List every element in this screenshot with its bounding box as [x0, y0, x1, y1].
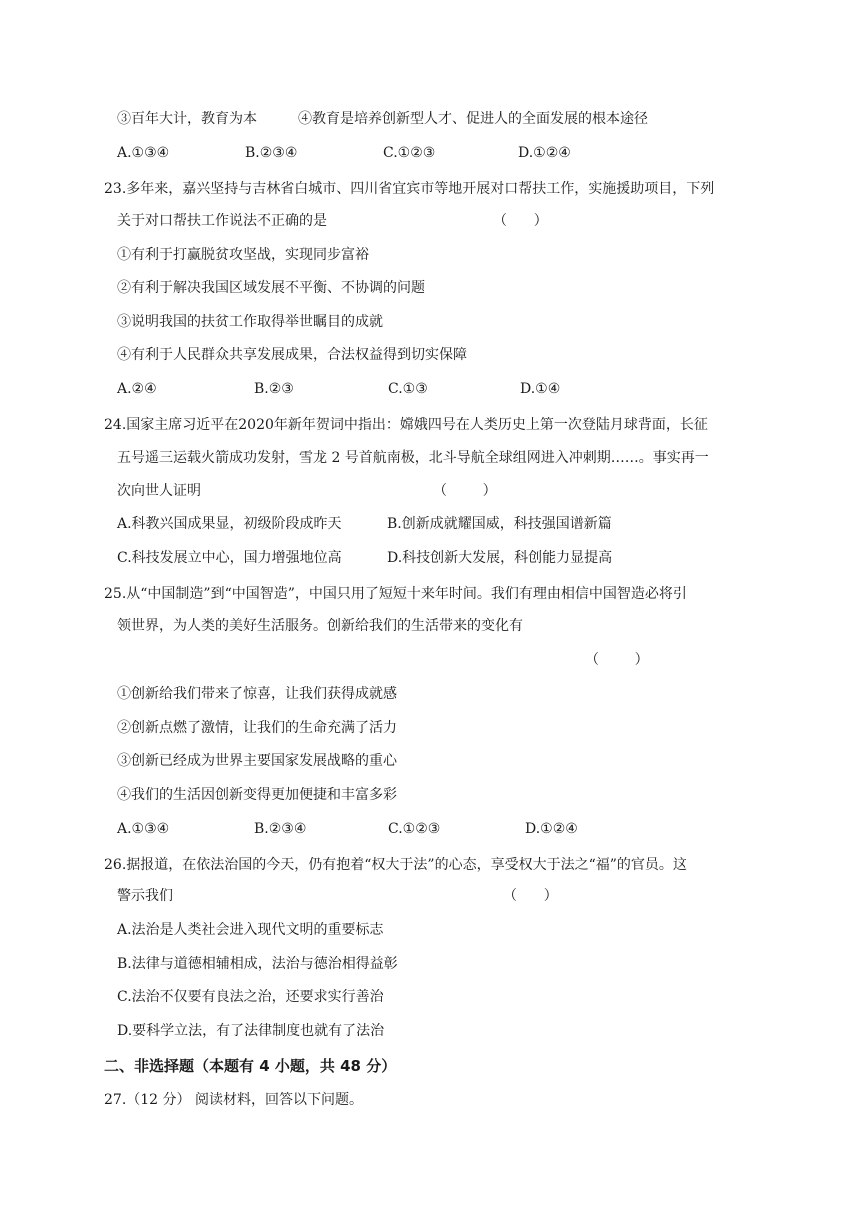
q25-answer-blank: （ ） — [585, 652, 649, 668]
q23-stem-line-2: 关于对口帮扶工作说法不正确的是 — [117, 213, 327, 229]
q23-option-b: B.②③ — [254, 381, 294, 397]
q26-option-d: D.要科学立法，有了法律制度也就有了法治 — [117, 1023, 385, 1039]
q23-option-d: D.①④ — [520, 381, 561, 397]
q22-item-4: ④教育是培养创新型人才、促进人的全面发展的根本途径 — [298, 111, 648, 127]
q24-option-c: C.科技发展立中心，国力增强地位高 — [117, 550, 342, 566]
q25-option-c: C.①②③ — [388, 821, 441, 837]
section-heading: 二、非选择题（本题有 4 小题，共 48 分） — [104, 1057, 397, 1075]
q26-answer-blank: （ ） — [503, 888, 558, 904]
q24-option-d: D.科技创新大发展，科创能力显提高 — [387, 550, 613, 566]
q25-option-d: D.①②④ — [525, 821, 578, 837]
q25-stem-line-1: 25.从“中国制造”到“中国智造”，中国只用了短短十来年时间。我们有理由相信中国智造必将引 — [104, 586, 687, 602]
q22-option-c: C.①②③ — [383, 145, 436, 161]
q24-option-a: A.科教兴国成果显，初级阶段成昨天 — [117, 516, 342, 532]
q23-item-1: ①有利于打赢脱贫攻坚战，实现同步富裕 — [117, 247, 369, 263]
q26-stem-line-1: 26.据报道，在依法治国的今天，仍有抱着“权大于法”的心态，享受权大于法之“福”的官员。这 — [104, 857, 687, 873]
q23-option-c: C.①③ — [388, 381, 428, 397]
q24-stem-line-2: 五号遥三运载火箭成功发射，雪龙 2 号首航南极，北斗导航全球组网进入冲刺期……。事实再一 — [117, 450, 709, 466]
q25-item-2: ②创新点燃了激情，让我们的生命充满了活力 — [117, 720, 397, 736]
q23-answer-blank: （ ） — [493, 213, 548, 229]
q25-item-3: ③创新已经成为世界主要国家发展战略的重心 — [117, 753, 397, 769]
q25-option-b: B.②③④ — [254, 821, 307, 837]
q27-stem-line-1: 27.（12 分） 阅读材料，回答以下问题。 — [104, 1092, 363, 1108]
q24-option-b: B.创新成就耀国威，科技强国谱新篇 — [387, 516, 612, 532]
q22-option-d: D.①②④ — [518, 145, 571, 161]
q25-item-4: ④我们的生活因创新变得更加便捷和丰富多彩 — [117, 787, 397, 803]
q24-answer-blank: （ ） — [433, 483, 497, 499]
q23-item-2: ②有利于解决我国区域发展不平衡、不协调的问题 — [117, 280, 425, 296]
q25-stem-line-2: 领世界，为人类的美好生活服务。创新给我们的生活带来的变化有 — [117, 618, 523, 634]
q23-stem-line-1: 23.多年来，嘉兴坚持与吉林省白城市、四川省宜宾市等地开展对口帮扶工作，实施援助项目，下列 — [104, 181, 715, 197]
q24-stem-line-3: 次向世人证明 — [117, 483, 201, 499]
q26-option-b: B.法律与道德相辅相成，法治与德治相得益彰 — [117, 956, 398, 972]
q22-item-3: ③百年大计，教育为本 — [117, 111, 257, 127]
q25-item-1: ①创新给我们带来了惊喜，让我们获得成就感 — [117, 686, 397, 702]
q23-item-4: ④有利于人民群众共享发展成果，合法权益得到切实保障 — [117, 347, 467, 363]
q26-option-c: C.法治不仅要有良法之治，还要求实行善治 — [117, 989, 384, 1005]
q22-option-b: B.②③④ — [245, 145, 298, 161]
q25-option-a: A.①③④ — [117, 821, 170, 837]
q26-stem-line-2: 警示我们 — [117, 888, 173, 904]
q22-option-a: A.①③④ — [117, 145, 170, 161]
q23-option-a: A.②④ — [117, 381, 157, 397]
q26-option-a: A.法治是人类社会进入现代文明的重要标志 — [117, 922, 384, 938]
q23-item-3: ③说明我国的扶贫工作取得举世瞩目的成就 — [117, 314, 383, 330]
q24-stem-line-1: 24.国家主席习近平在2020年新年贺词中指出：嫦娥四号在人类历史上第一次登陆月球背面，长征 — [104, 417, 708, 433]
